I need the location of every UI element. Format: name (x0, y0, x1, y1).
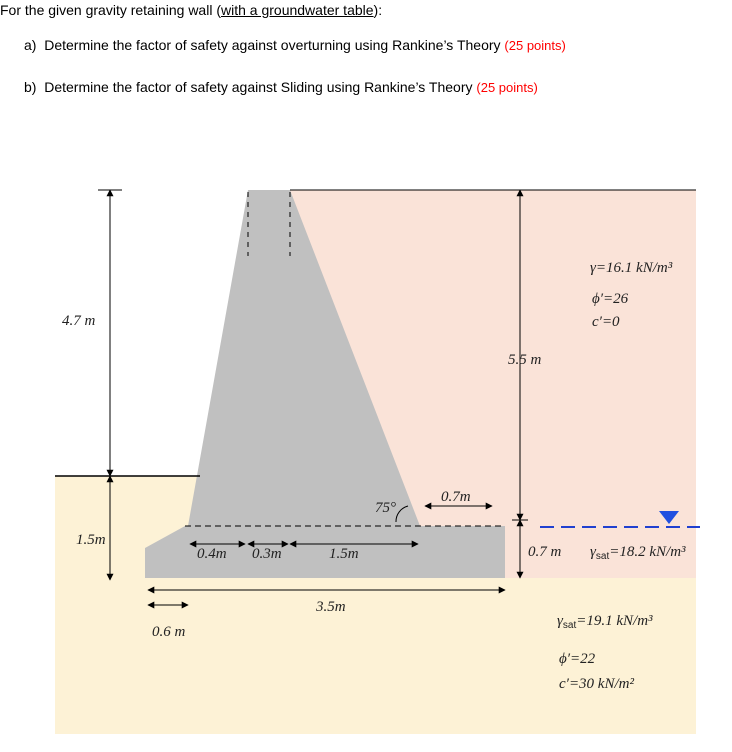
label-seg1: 0.4m (197, 546, 227, 562)
part-b-text: Determine the factor of safety against Sliding using Rankine’s Theory (44, 79, 473, 95)
intro-underlined: with a groundwater table (221, 2, 374, 18)
label-base-thickness: 1.5m (76, 532, 106, 548)
upper-soil-phi: ϕ′=26 (592, 291, 629, 307)
foundation-soil-phi: ϕ′=22 (559, 651, 596, 667)
upper-soil-c: c′=0 (592, 314, 620, 330)
intro-suffix: ): (373, 2, 383, 18)
upper-soil-gamma: γ=16.1 kN/m³ (590, 260, 673, 276)
part-a-text: Determine the factor of safety against overturning using Rankine’s Theory (44, 37, 501, 53)
part-a-label: a) (24, 37, 37, 53)
foundation-soil-c: c′=30 kN/m² (559, 676, 634, 692)
foundation-soil-gamma: $\gamma_{sat}=19.1$ kN/m³ (557, 613, 653, 631)
label-seg3: 1.5m (329, 546, 359, 562)
label-toe-width: 0.6 m (152, 624, 186, 640)
label-base-width: 3.5m (316, 599, 346, 615)
label-heel-extension: 0.7m (441, 489, 471, 505)
part-b-label: b) (24, 79, 37, 95)
part-a-points: (25 points) (504, 38, 566, 53)
label-seg2: 0.3m (252, 546, 282, 562)
label-angle: 75° (375, 500, 396, 516)
saturated-layer-gamma: $\gamma_{sat}=18.2$ kN/m³ (590, 544, 686, 562)
part-b-points: (25 points) (476, 80, 538, 95)
label-backfill-height: 5.5 m (508, 352, 542, 368)
label-water-depth: 0.7 m (528, 544, 562, 560)
intro-prefix: For the given gravity retaining wall ( (0, 2, 221, 18)
label-wall-height: 4.7 m (62, 313, 96, 329)
